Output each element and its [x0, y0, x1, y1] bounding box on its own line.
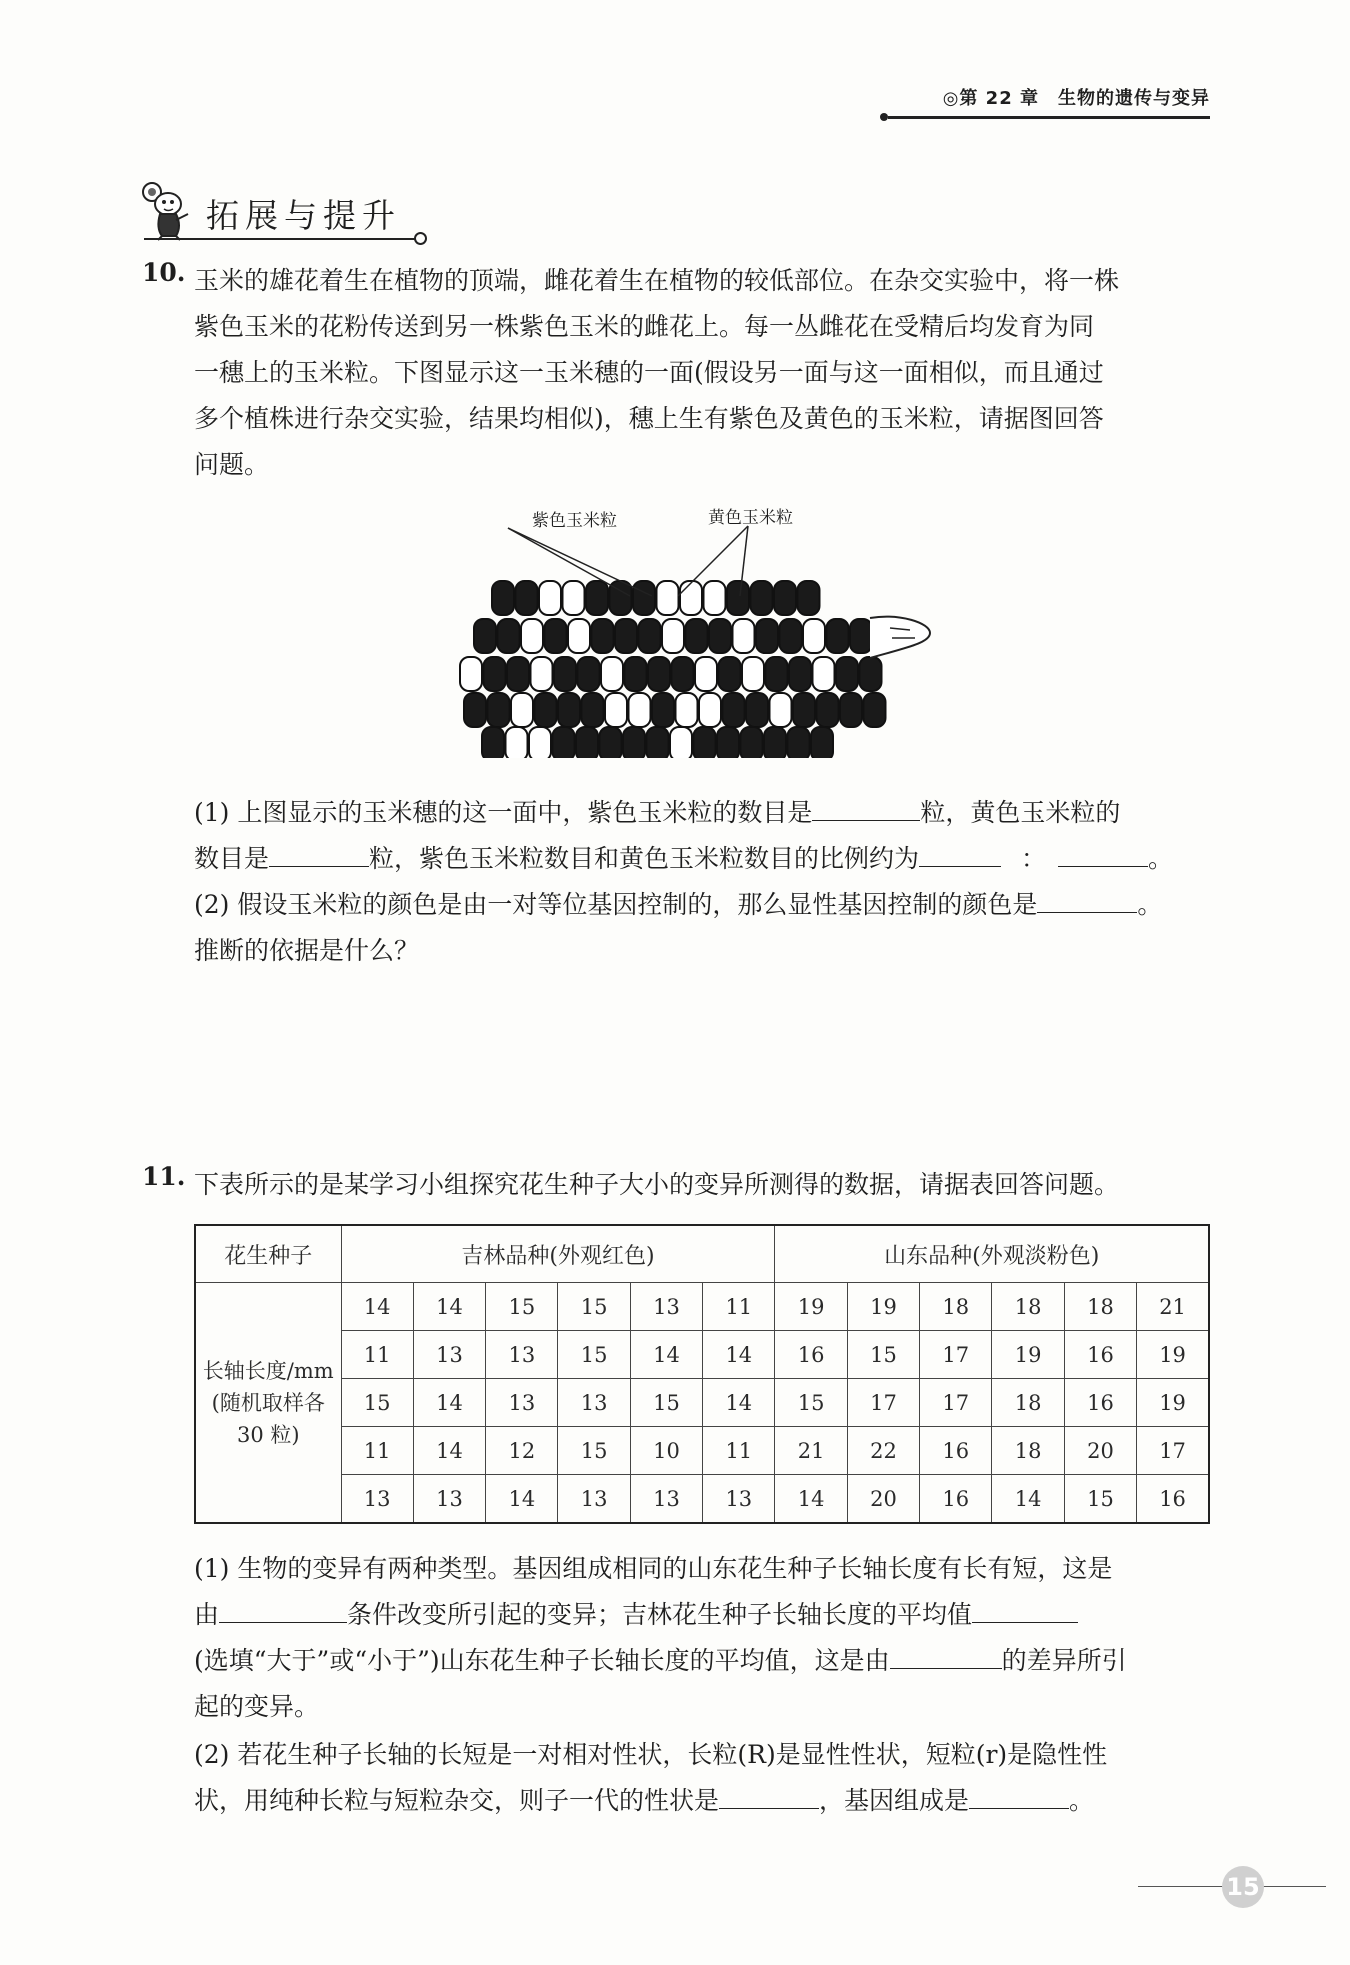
- table-row: [195, 1283, 1209, 1331]
- purple-kernel: [780, 619, 802, 653]
- q11-intro: 下表所示的是某学习小组探究花生种子大小的变异所测得的数据，请据表回答问题。: [194, 1170, 1120, 1199]
- q11-sub1-text: 条件改变所引起的变异；吉林花生种子长轴长度的平均值: [347, 1600, 973, 1629]
- q11-sub2-text: 。: [1069, 1786, 1095, 1815]
- table-cell: 14: [775, 1475, 847, 1524]
- table-cell: 16: [775, 1331, 847, 1379]
- q10-line: 多个植株进行杂交实验，结果均相似)，穗上生有紫色及黄色的玉米粒，请据图回答: [194, 404, 1104, 433]
- table-cell: 16: [1064, 1379, 1136, 1427]
- purple-kernel: [484, 657, 506, 691]
- purple-kernel: [686, 619, 708, 653]
- header-dot: [880, 113, 888, 121]
- purple-kernel: [717, 727, 739, 758]
- purple-kernel: [850, 619, 872, 653]
- purple-kernel: [498, 619, 520, 653]
- table-cell: 22: [847, 1427, 919, 1475]
- answer-blank[interactable]: [972, 1592, 1078, 1623]
- yellow-kernel: [813, 657, 835, 691]
- table-cell: 14: [486, 1475, 558, 1524]
- purple-kernel: [482, 727, 504, 758]
- table-cell: 14: [413, 1379, 485, 1427]
- purple-kernel: [836, 657, 858, 691]
- answer-blank[interactable]: [812, 790, 920, 821]
- q10-sub1-text: 粒，黄色玉米粒的: [920, 798, 1121, 827]
- yellow-kernel: [699, 693, 721, 727]
- purple-kernel: [723, 693, 745, 727]
- purple-kernel: [553, 727, 575, 758]
- table-cell: 19: [1137, 1379, 1209, 1427]
- table-group-jilin: 吉林品种(外观红色): [341, 1225, 775, 1283]
- table-cell: 13: [630, 1283, 702, 1331]
- table-cell: 14: [703, 1379, 775, 1427]
- yellow-kernel: [529, 727, 551, 758]
- q10-sub2-text: 推断的依据是什么？: [194, 936, 420, 965]
- table-cell: 14: [703, 1331, 775, 1379]
- table-corner: 花生种子: [195, 1225, 341, 1283]
- table-row: [195, 1427, 1209, 1475]
- answer-blank[interactable]: [1037, 882, 1137, 913]
- table-cell: 15: [1064, 1475, 1136, 1524]
- page-number: 15: [1222, 1866, 1264, 1908]
- table-cell: 15: [558, 1283, 630, 1331]
- table-cell: 15: [775, 1379, 847, 1427]
- section-underline: [144, 238, 416, 240]
- q10-sub2-text: (2) 假设玉米粒的颜色是由一对等位基因控制的，那么显性基因控制的颜色是: [194, 890, 1038, 919]
- yellow-kernel: [531, 657, 553, 691]
- yellow-kernel: [511, 693, 533, 727]
- q10-sub1-text: 数目是: [194, 844, 270, 873]
- purple-kernel: [464, 693, 486, 727]
- purple-kernel: [764, 727, 786, 758]
- table-cell: 21: [775, 1427, 847, 1475]
- q11-number: 11.: [142, 1162, 186, 1191]
- table-cell: 15: [486, 1283, 558, 1331]
- peanut-table: [194, 1224, 1210, 1524]
- section-heading: [140, 180, 440, 246]
- yellow-kernel: [568, 619, 590, 653]
- purple-kernel: [507, 657, 529, 691]
- purple-kernel: [741, 727, 763, 758]
- answer-blank[interactable]: [890, 1638, 1002, 1669]
- table-cell: 17: [1137, 1427, 1209, 1475]
- section-ring: [414, 232, 427, 245]
- table-cell: 13: [630, 1475, 702, 1524]
- purple-kernel: [578, 657, 600, 691]
- table-cell: 15: [558, 1331, 630, 1379]
- yellow-kernel: [803, 619, 825, 653]
- q10-sub2-text: 。: [1137, 890, 1163, 919]
- purple-kernel: [516, 581, 538, 615]
- purple-kernel: [652, 693, 674, 727]
- purple-kernel: [576, 727, 598, 758]
- purple-kernel: [554, 657, 576, 691]
- yellow-kernel: [506, 727, 528, 758]
- purple-kernel: [488, 693, 510, 727]
- purple-kernel: [492, 581, 514, 615]
- corn-ear-figure: [430, 498, 950, 758]
- yellow-kernel: [733, 619, 755, 653]
- table-cell: 11: [341, 1427, 413, 1475]
- purple-kernel: [592, 619, 614, 653]
- yellow-kernel: [695, 657, 717, 691]
- label-yellow-kernel: 黄色玉米粒: [708, 508, 793, 528]
- q10-sub2: [194, 882, 1214, 974]
- table-cell: 19: [847, 1283, 919, 1331]
- purple-kernel: [647, 727, 669, 758]
- purple-kernel: [625, 657, 647, 691]
- table-row: [195, 1475, 1209, 1524]
- table-cell: 11: [341, 1331, 413, 1379]
- q11-sub1: [194, 1546, 1214, 1730]
- q11-sub1-text: 由: [194, 1600, 220, 1629]
- purple-kernel: [746, 693, 768, 727]
- ratio-colon: ：: [1020, 844, 1046, 873]
- q11-sub1-text: 的差异所引: [1001, 1646, 1127, 1675]
- q11-sub2-text: 状，用纯种长粒与短粒杂交，则子一代的性状是: [194, 1786, 720, 1815]
- purple-kernel: [545, 619, 567, 653]
- table-cell: 15: [558, 1427, 630, 1475]
- table-cell: 15: [630, 1379, 702, 1427]
- q10-line: 一穗上的玉米粒。下图显示这一玉米穗的一面(假设另一面与这一面相似，而且通过: [194, 358, 1104, 387]
- purple-kernel: [793, 693, 815, 727]
- purple-kernel: [648, 657, 670, 691]
- q10-sub1: [194, 790, 1214, 882]
- yellow-kernel: [657, 581, 679, 615]
- table-cell: 14: [413, 1283, 485, 1331]
- purple-kernel: [694, 727, 716, 758]
- yellow-kernel: [601, 657, 623, 691]
- q10-sub1-text: 粒，紫色玉米粒数目和黄色玉米粒数目的比例约为: [369, 844, 920, 873]
- purple-kernel: [766, 657, 788, 691]
- yellow-kernel: [605, 693, 627, 727]
- table-row: [195, 1379, 1209, 1427]
- label-purple-kernel: 紫色玉米粒: [532, 511, 617, 531]
- purple-kernel: [719, 657, 741, 691]
- q10-sub1-text: 。: [1148, 844, 1174, 873]
- table-cell: 13: [341, 1475, 413, 1524]
- q10-sub1-text: (1) 上图显示的玉米穗的这一面中，紫色玉米粒的数目是: [194, 798, 813, 827]
- table-cell: 13: [486, 1331, 558, 1379]
- row-label-line: (随机取样各: [211, 1390, 325, 1415]
- table-group-shandong: 山东品种(外观淡粉色): [775, 1225, 1209, 1283]
- q11-sub1-text: 起的变异。: [194, 1692, 320, 1721]
- table-cell: 10: [630, 1427, 702, 1475]
- answer-blank[interactable]: [219, 1592, 347, 1623]
- table-cell: 20: [1064, 1427, 1136, 1475]
- table-cell: 18: [1064, 1283, 1136, 1331]
- yellow-kernel: [770, 693, 792, 727]
- yellow-kernel: [563, 581, 585, 615]
- table-cell: 16: [1137, 1475, 1209, 1524]
- answer-blank[interactable]: [269, 836, 369, 867]
- table-cell: 12: [486, 1427, 558, 1475]
- yellow-kernel: [460, 657, 482, 691]
- table-cell: 14: [413, 1427, 485, 1475]
- answer-blank[interactable]: [1058, 836, 1148, 867]
- purple-kernel: [827, 619, 849, 653]
- answer-blank[interactable]: [969, 1778, 1069, 1809]
- table-cell: 13: [413, 1475, 485, 1524]
- table-cell: 13: [703, 1475, 775, 1524]
- q10-line: 问题。: [194, 450, 270, 479]
- purple-kernel: [811, 727, 833, 758]
- row-label-line: 30 粒): [236, 1422, 300, 1447]
- table-cell: 13: [558, 1475, 630, 1524]
- purple-kernel: [727, 581, 749, 615]
- table-cell: 19: [775, 1283, 847, 1331]
- table-cell: 21: [1137, 1283, 1209, 1331]
- q10-stem: [194, 258, 1214, 488]
- table-cell: 13: [486, 1379, 558, 1427]
- table-cell: 13: [558, 1379, 630, 1427]
- table-cell: 15: [341, 1379, 413, 1427]
- purple-kernel: [840, 693, 862, 727]
- table-cell: 17: [847, 1379, 919, 1427]
- purple-kernel: [633, 581, 655, 615]
- yellow-kernel: [539, 581, 561, 615]
- chapter-title: ◎第 22 章 生物的遗传与变异: [942, 88, 1210, 109]
- answer-blank[interactable]: [919, 836, 1001, 867]
- q11-sub2: [194, 1732, 1214, 1824]
- header-rule: [888, 116, 1210, 119]
- purple-kernel: [558, 693, 580, 727]
- purple-kernel: [639, 619, 661, 653]
- mouse-mascot-icon: [140, 180, 204, 242]
- purple-kernel: [474, 619, 496, 653]
- table-cell: 18: [920, 1283, 992, 1331]
- table-cell: 17: [920, 1379, 992, 1427]
- table-cell: 20: [847, 1475, 919, 1524]
- yellow-kernel: [670, 727, 692, 758]
- table-cell: 19: [992, 1331, 1064, 1379]
- yellow-kernel: [676, 693, 698, 727]
- table-cell: 18: [992, 1427, 1064, 1475]
- q11-sub2-text: ，基因组成是: [819, 1786, 970, 1815]
- table-header-row: [195, 1225, 1209, 1283]
- table-cell: 13: [413, 1331, 485, 1379]
- q10-line: 玉米的雄花着生在植物的顶端，雌花着生在植物的较低部位。在杂交实验中，将一株: [194, 266, 1120, 295]
- q11-sub2-text: (2) 若花生种子长轴的长短是一对相对性状，长粒(R)是显性性状，短粒(r)是隐性性: [194, 1740, 1108, 1769]
- yellow-kernel: [680, 581, 702, 615]
- q11-sub1-text: (选填“大于”或“小于”)山东花生种子长轴长度的平均值，这是由: [194, 1646, 890, 1675]
- purple-kernel: [817, 693, 839, 727]
- table-cell: 17: [920, 1331, 992, 1379]
- table-cell: 15: [847, 1331, 919, 1379]
- purple-kernel: [860, 657, 882, 691]
- purple-kernel: [774, 581, 796, 615]
- q10-number: 10.: [142, 258, 186, 287]
- table-row-label: [195, 1283, 341, 1524]
- purple-kernel: [788, 727, 810, 758]
- table-cell: 14: [341, 1283, 413, 1331]
- corn-kernels: [460, 581, 886, 758]
- purple-kernel: [709, 619, 731, 653]
- table-cell: 14: [992, 1475, 1064, 1524]
- table-cell: 11: [703, 1283, 775, 1331]
- table-cell: 16: [920, 1475, 992, 1524]
- purple-kernel: [600, 727, 622, 758]
- yellow-kernel: [742, 657, 764, 691]
- table-row: [195, 1331, 1209, 1379]
- table-cell: 18: [992, 1283, 1064, 1331]
- table-cell: 16: [1064, 1331, 1136, 1379]
- table-cell: 18: [992, 1379, 1064, 1427]
- purple-kernel: [586, 581, 608, 615]
- purple-kernel: [798, 581, 820, 615]
- table-cell: 16: [920, 1427, 992, 1475]
- purple-kernel: [535, 693, 557, 727]
- purple-kernel: [789, 657, 811, 691]
- table-cell: 19: [1137, 1331, 1209, 1379]
- purple-kernel: [582, 693, 604, 727]
- yellow-kernel: [629, 693, 651, 727]
- q11-sub1-text: (1) 生物的变异有两种类型。基因组成相同的山东花生种子长轴长度有长有短，这是: [194, 1554, 1113, 1583]
- yellow-kernel: [662, 619, 684, 653]
- yellow-kernel: [704, 581, 726, 615]
- section-title: 拓展与提升: [206, 196, 401, 235]
- purple-kernel: [615, 619, 637, 653]
- answer-blank[interactable]: [719, 1778, 819, 1809]
- table-cell: 11: [703, 1427, 775, 1475]
- purple-kernel: [756, 619, 778, 653]
- purple-kernel: [864, 693, 886, 727]
- purple-kernel: [672, 657, 694, 691]
- q10-line: 紫色玉米的花粉传送到另一株紫色玉米的雌花上。每一丛雌花在受精后均发育为同: [194, 312, 1095, 341]
- row-label-line: 长轴长度/mm: [202, 1358, 334, 1383]
- table-cell: 14: [630, 1331, 702, 1379]
- yellow-kernel: [521, 619, 543, 653]
- chapter-header: [880, 84, 1210, 110]
- purple-kernel: [623, 727, 645, 758]
- purple-kernel: [751, 581, 773, 615]
